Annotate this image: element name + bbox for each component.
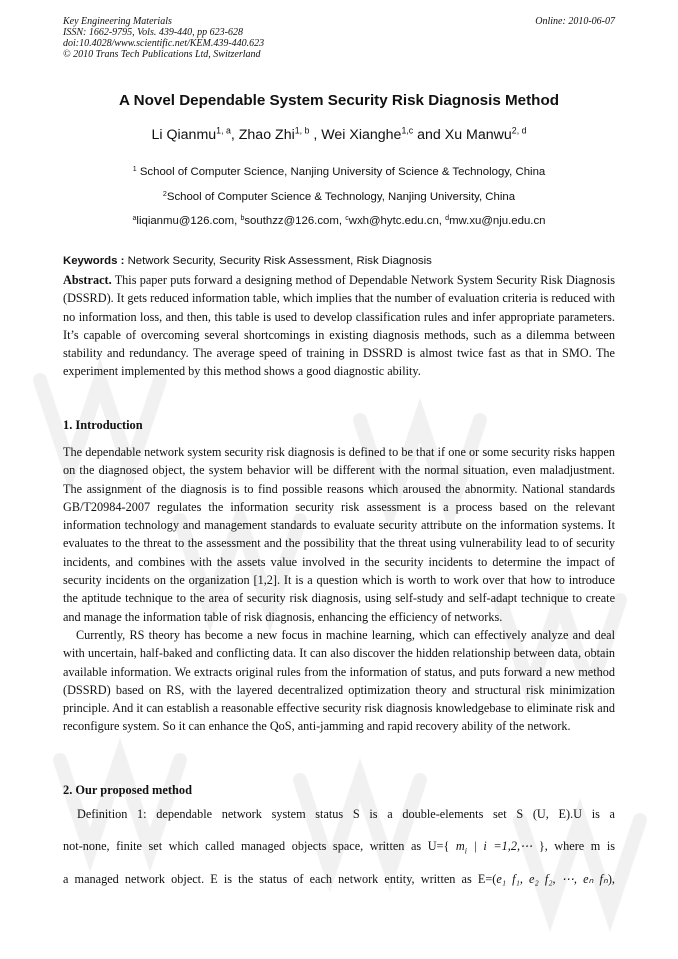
author-affiliation-mark: 1, b	[294, 125, 310, 136]
email-mark: c	[345, 214, 349, 222]
author-affiliation-mark: 1,c	[401, 125, 414, 136]
affiliation-mark: 1	[132, 165, 137, 173]
abstract-text: This paper puts forward a designing method of Dependable Network System Security Risk Diagnosis (DSSRD). It gets reduced information table, which implies that the number of evaluation criteria is reduced with no information loss, and then, this table is used to develop classification rules and infer appropriate parameters. It’s capable of overcoming several shortcomings in existing diagnosis methods, such as a dilemma between stability and redundancy. The average speed of training in DSSRD is almost twice fast as that in SMO. The experiment implemented by this method shows a good diagnostic ability.	[63, 273, 615, 379]
author-affiliation-mark: 2, d	[511, 125, 527, 136]
set-element-formula: m	[449, 839, 465, 853]
issn-line: ISSN: 1662-9795, Vols. 439-440, pp 623-628	[63, 27, 243, 38]
email-link[interactable]: liqianmu@126.com,	[136, 215, 241, 227]
definition-line-2: not-none, finite set which called managed objects space, written as U={ $m_i$ | i =1,2,⋯ }, where m is	[63, 839, 615, 856]
author-separator: ,	[230, 127, 239, 143]
keywords-label: Keywords :	[63, 255, 125, 267]
author-affiliation-mark: 1, a	[216, 125, 231, 136]
affiliation-mark: 2	[162, 190, 167, 198]
abstract	[63, 271, 615, 381]
author-list	[63, 127, 615, 143]
definition-line-1: Definition 1: dependable network system status S is a double-elements set S (U, E).U is a	[77, 807, 615, 821]
email-mark: d	[445, 214, 450, 222]
online-date: Online: 2010-06-07	[535, 16, 615, 27]
index-range-formula: | i =1,2,⋯	[466, 839, 533, 853]
author-name: Zhao Zhi	[238, 127, 295, 143]
email-mark: b	[240, 214, 245, 222]
journal-header	[63, 16, 615, 60]
author-name: Wei Xianghe	[321, 127, 402, 143]
email-list	[63, 215, 615, 227]
abstract-label: Abstract.	[63, 273, 112, 287]
intro-paragraph-1: The dependable network system security risk diagnosis is defined to be that if one or some security risks happen on the diagnosed object, the system behavior will be different with the normal situation, even maladjustment. The assignment of the diagnosis is to find possible reasons which aroused the abnormity. National standards GB/T20984-2007 regulates the information security risk assessment is a process based on the relevant information technology and management standards to evaluate security attribute on the information systems. It evaluates to the threat to the assessment and the possibility that the threat using vulnerability lead to of security incidents, and combines with the assets value involved in the security incidents to determine the impact of security incidents on the organization [1,2]. It is a question which is worth to work over that how to introduce the aptitude technique to the area of security risk diagnosis, using self-study and self-adapt technique to create and manage the information table of risk diagnosis, enhancing the efficiency of networks.	[63, 445, 615, 624]
author-separator: ,	[309, 127, 322, 143]
affiliation-1	[63, 166, 615, 178]
affiliation-text: School of Computer Science & Technology, Nanjing University, China	[166, 191, 516, 203]
status-tuple-formula: e₁ f₁, e₂ f₂, ⋯, eₙ fₙ	[496, 872, 608, 886]
email-mark: a	[132, 214, 137, 222]
email-link[interactable]: mw.xu@nju.edu.cn	[449, 215, 546, 227]
doi-line[interactable]: doi:10.4028/www.scientific.net/KEM.439-440.623	[63, 38, 265, 49]
author-name: Xu Manwu	[444, 127, 512, 143]
keywords-line	[63, 255, 615, 267]
email-link[interactable]: wxh@hytc.edu.cn,	[348, 215, 446, 227]
intro-paragraph-2: Currently, RS theory has become a new focus in machine learning, which can effectively analyze and deal with uncertain, half-baked and conflicting data. It can also discover the hidden relationship between data, obtain available information. We extracts original rules from the information of status, and puts forward a new method (DSSRD) based on RS, with the layered decentralized optimization theory and structural risk minimization principle. And it can establish a reasonable effective security risk diagnosis knowledgebase to eliminate risk and reconfigure system. So it can enhance the QoS, anti-jamming and rapid recovery ability of the network.	[63, 627, 615, 734]
affiliation-text: School of Computer Science, Nanjing University of Science & Technology, China	[136, 166, 546, 178]
section-heading-introduction: 1. Introduction	[63, 418, 143, 432]
author-name: Li Qianmu	[151, 127, 217, 143]
affiliation-2	[63, 191, 615, 203]
introduction-body	[63, 443, 615, 736]
email-link[interactable]: southzz@126.com,	[244, 215, 346, 227]
section-heading-method: 2. Our proposed method	[63, 783, 192, 797]
author-separator: and	[413, 127, 445, 143]
copyright-line: © 2010 Trans Tech Publications Ltd, Switzerland	[63, 49, 261, 60]
journal-name: Key Engineering Materials	[63, 16, 172, 27]
keywords-text: Network Security, Security Risk Assessment, Risk Diagnosis	[124, 255, 432, 267]
paper-title: A Novel Dependable System Security Risk Diagnosis Method	[119, 92, 559, 109]
definition-line-3: a managed network object. E is the status of each network entity, written as E=(e₁ f₁, e₂ f₂, ⋯, eₙ fₙ),	[63, 872, 615, 886]
